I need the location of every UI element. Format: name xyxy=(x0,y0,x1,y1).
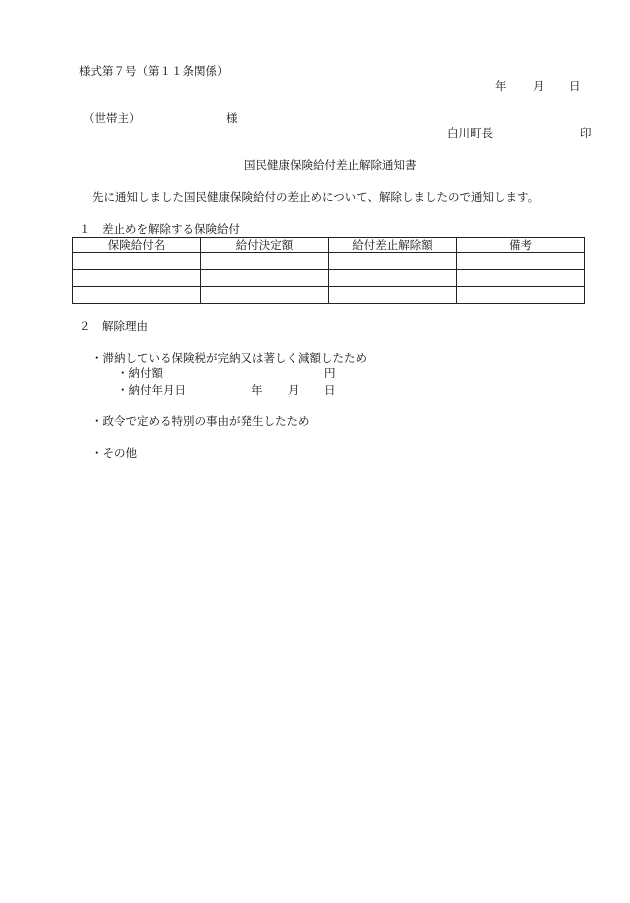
table-cell xyxy=(73,287,201,304)
yen-unit: 円 xyxy=(324,366,336,380)
table-cell xyxy=(329,270,457,287)
table-cell xyxy=(457,253,585,270)
table-row xyxy=(73,253,585,270)
recipient-label: （世帯主） xyxy=(83,111,141,125)
col-decided-amount: 給付決定額 xyxy=(201,238,329,253)
table-cell xyxy=(457,270,585,287)
reason-other: ・その他 xyxy=(91,446,137,460)
col-benefit-name: 保険給付名 xyxy=(73,238,201,253)
col-remarks: 備考 xyxy=(457,238,585,253)
table-cell xyxy=(329,287,457,304)
table-cell xyxy=(329,253,457,270)
document-title: 国民健康保険給付差止解除通知書 xyxy=(244,158,417,172)
table-cell xyxy=(457,287,585,304)
paid-date-day: 日 xyxy=(324,383,336,397)
date-day: 日 xyxy=(569,79,581,93)
paid-date-year: 年 xyxy=(251,383,263,397)
form-number: 様式第７号（第１１条関係） xyxy=(79,64,229,78)
date-year: 年 xyxy=(495,79,507,93)
table-row xyxy=(73,270,585,287)
reason-tax-paid: ・滞納している保険税が完納又は著しく減額したため xyxy=(91,351,367,365)
reason-special: ・政令で定める特別の事由が発生したため xyxy=(91,414,310,428)
paid-amount-label: ・納付額 xyxy=(117,366,163,380)
section1-heading: １ 差止めを解除する保険給付 xyxy=(79,222,240,236)
paid-date-month: 月 xyxy=(288,383,300,397)
recipient-honorific: 様 xyxy=(226,111,238,125)
table-cell xyxy=(201,270,329,287)
table-cell xyxy=(73,270,201,287)
seal-mark: 印 xyxy=(580,126,592,140)
intro-text: 先に通知しました国民健康保険給付の差止めについて、解除しましたので通知します。 xyxy=(92,190,540,204)
benefit-table xyxy=(72,237,585,304)
date-month: 月 xyxy=(533,79,545,93)
table-header-row xyxy=(73,238,585,253)
paid-date-label: ・納付年月日 xyxy=(117,383,186,397)
table-cell xyxy=(73,253,201,270)
table-cell xyxy=(201,253,329,270)
section2-heading: ２ 解除理由 xyxy=(79,319,148,333)
table-row xyxy=(73,287,585,304)
issuer-name: 白川町長 xyxy=(447,126,493,140)
col-release-amount: 給付差止解除額 xyxy=(329,238,457,253)
table-cell xyxy=(201,287,329,304)
